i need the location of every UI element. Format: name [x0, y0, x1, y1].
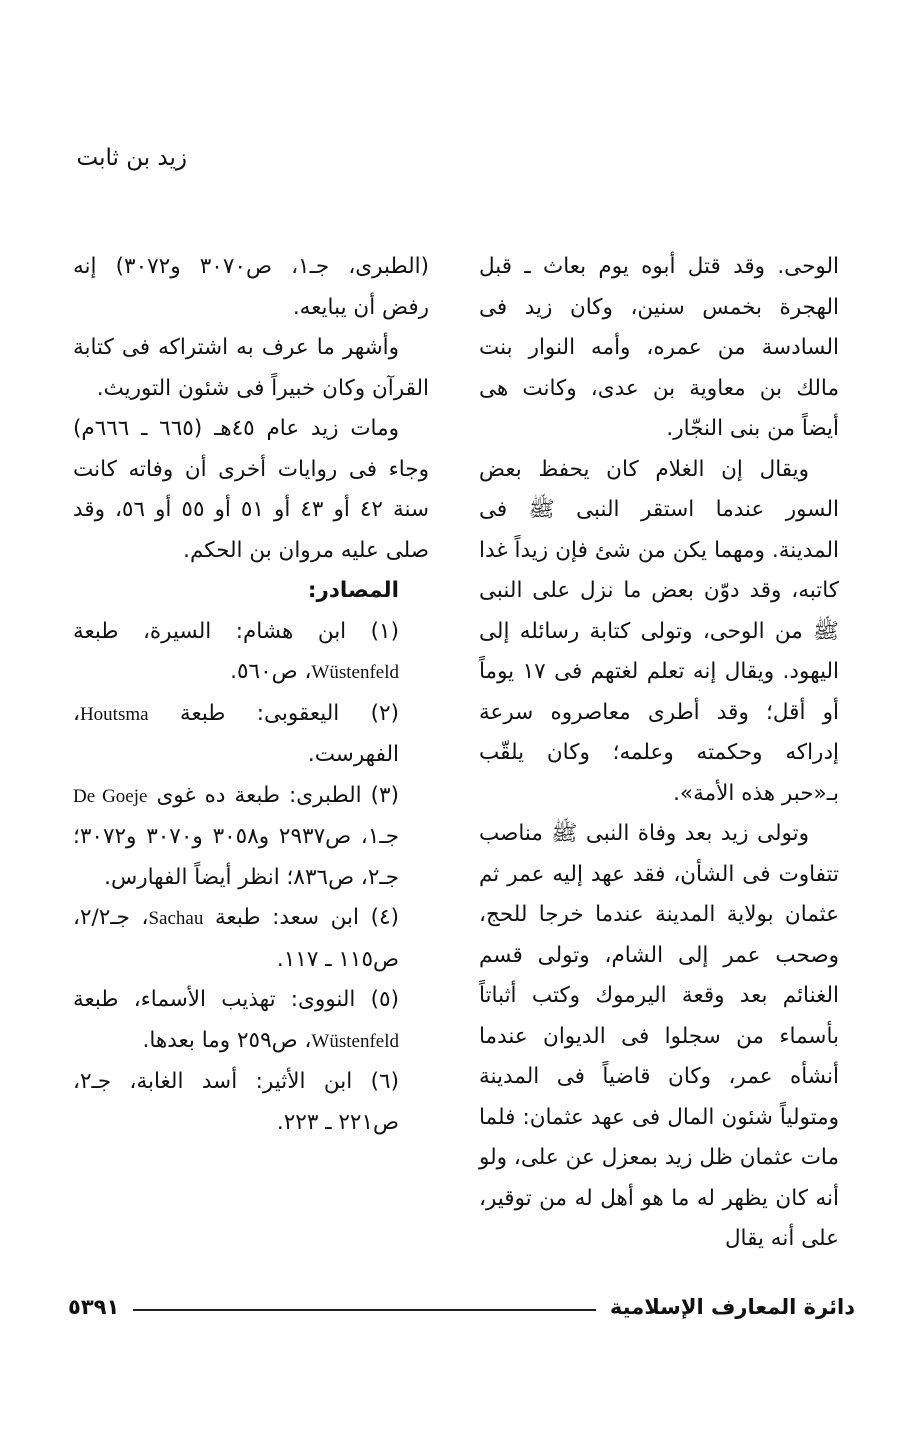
reference-text: اليعقوبى: طبعة: [179, 700, 340, 726]
reference-item: [73, 980, 429, 1062]
reference-number: (١): [370, 618, 399, 644]
right-column: [479, 247, 839, 1260]
body-paragraph: الوحى. وقد قتل أبوه يوم بعاث ـ قبل الهجرة بخمس سنين، وكان زيد فى السادسة من عمره، وأمه النوار بنت مالك بن معاوية بن عدى، وكانت هى أيضاً من بنى النجّار.: [479, 254, 839, 441]
reference-number: (٤): [370, 905, 399, 930]
reference-text: ابن هشام: السيرة، طبعة: [73, 618, 347, 644]
body-paragraph: (الطبرى، جـ١، ص٣٠٧٠ و٣٠٧٢) إنه رفض أن يبايعه.: [73, 254, 429, 320]
body-paragraph: ومات زيد عام ٤٥هـ (٦٦٥ ـ ٦٦٦م) وجاء فى روايات أخرى أن وفاته كانت سنة ٤٢ أو ٤٣ أو ٥١ أو ٥٥ أو ٥٦، وقد صلى عليه مروان بن الحكم.: [73, 416, 429, 563]
reference-latin: De Goeje: [73, 785, 148, 807]
footer-rule: [133, 1309, 596, 1311]
reference-item: [73, 612, 429, 694]
reference-number: (٣): [370, 782, 399, 808]
body-paragraph: وأشهر ما عرف به اشتراكه فى كتابة القرآن وكان خبيراً فى شئون التوريث.: [73, 335, 429, 401]
reference-text: ، ص٢٥٩ وما بعدها.: [142, 1027, 312, 1053]
reference-latin: Houtsma: [79, 703, 149, 725]
reference-text: النووى: تهذيب الأسماء، طبعة: [73, 987, 356, 1012]
reference-number: (٥): [370, 987, 399, 1012]
footer-publication-title: دائرة المعارف الإسلامية: [609, 1295, 855, 1319]
page-footer: [68, 1289, 855, 1325]
reference-text: ، الفهرست.: [73, 700, 399, 767]
reference-text: ، جـ٢/٢، ص١١٥ ـ ١١٧.: [73, 905, 399, 972]
reference-latin: Wüstenfeld: [311, 1030, 399, 1052]
running-head-title: زيد بن ثابت: [76, 145, 187, 171]
body-paragraph: ويقال إن الغلام كان يحفظ بعض السور عندما استقر النبى ﷺ فى المدينة. ومهما يكن من شئ فإن زيداً غدا كاتبه، وقد دوّن بعض ما نزل على النبى ﷺ من الوحى، وتولى كتابة رسائله إلى اليهود. ويقال إنه تعلم لغتهم فى ١٧ يوماً أو أقل؛ وقد أطرى معاصروه سرعة إدراكه وحكمته وعلمه؛ وكان يلقّب بـ«حبر هذه الأمة».: [479, 456, 839, 806]
reference-item: [73, 898, 429, 980]
reference-item: [73, 694, 429, 776]
reference-item: [73, 776, 429, 899]
reference-text: ابن سعد: طبعة: [214, 905, 359, 930]
reference-latin: Wüstenfeld: [311, 662, 399, 683]
reference-text: ابن الأثير: أسد الغابة، جـ٢، ص٢٢١ ـ ٢٢٣.: [73, 1069, 399, 1135]
left-column: [73, 247, 429, 1143]
reference-latin: Sachau: [148, 908, 204, 929]
body-paragraph: وتولى زيد بعد وفاة النبى ﷺ مناصب تتفاوت فى الشأن، فقد عهد إليه عمر ثم عثمان بولاية المدينة عندما خرجا للحج، وصحب عمر إلى الشام، وتولى قسم الغنائم بعد وقعة اليرموك وكتب أثباتاً بأسماء من سجلوا فى الديوان عندما أنشأه عمر، وكان قاضياً فى المدينة ومتولياً شئون المال فى عهد عثمان: فلما مات عثمان ظل زيد بمعزل عن على، ولو أنه كان يظهر له ما هو أهل له من توقير، على أنه يقال: [479, 821, 839, 1251]
reference-text: جـ١، ص٢٩٣٧ و٣٠٥٨ و٣٠٧٠ و٣٠٧٢؛ جـ٢، ص٨٣٦؛ انظر أيضاً الفهارس.: [73, 824, 399, 890]
reference-number: (٢): [370, 700, 399, 726]
reference-item: [73, 1062, 429, 1143]
sources-heading: المصادر:: [307, 578, 399, 603]
footer-page-number: ٥٣٩١: [68, 1295, 120, 1319]
reference-text: ، ص٥٦٠.: [230, 659, 312, 684]
reference-text: الطبرى: طبعة ده غوى: [156, 782, 362, 808]
reference-number: (٦): [370, 1069, 399, 1094]
